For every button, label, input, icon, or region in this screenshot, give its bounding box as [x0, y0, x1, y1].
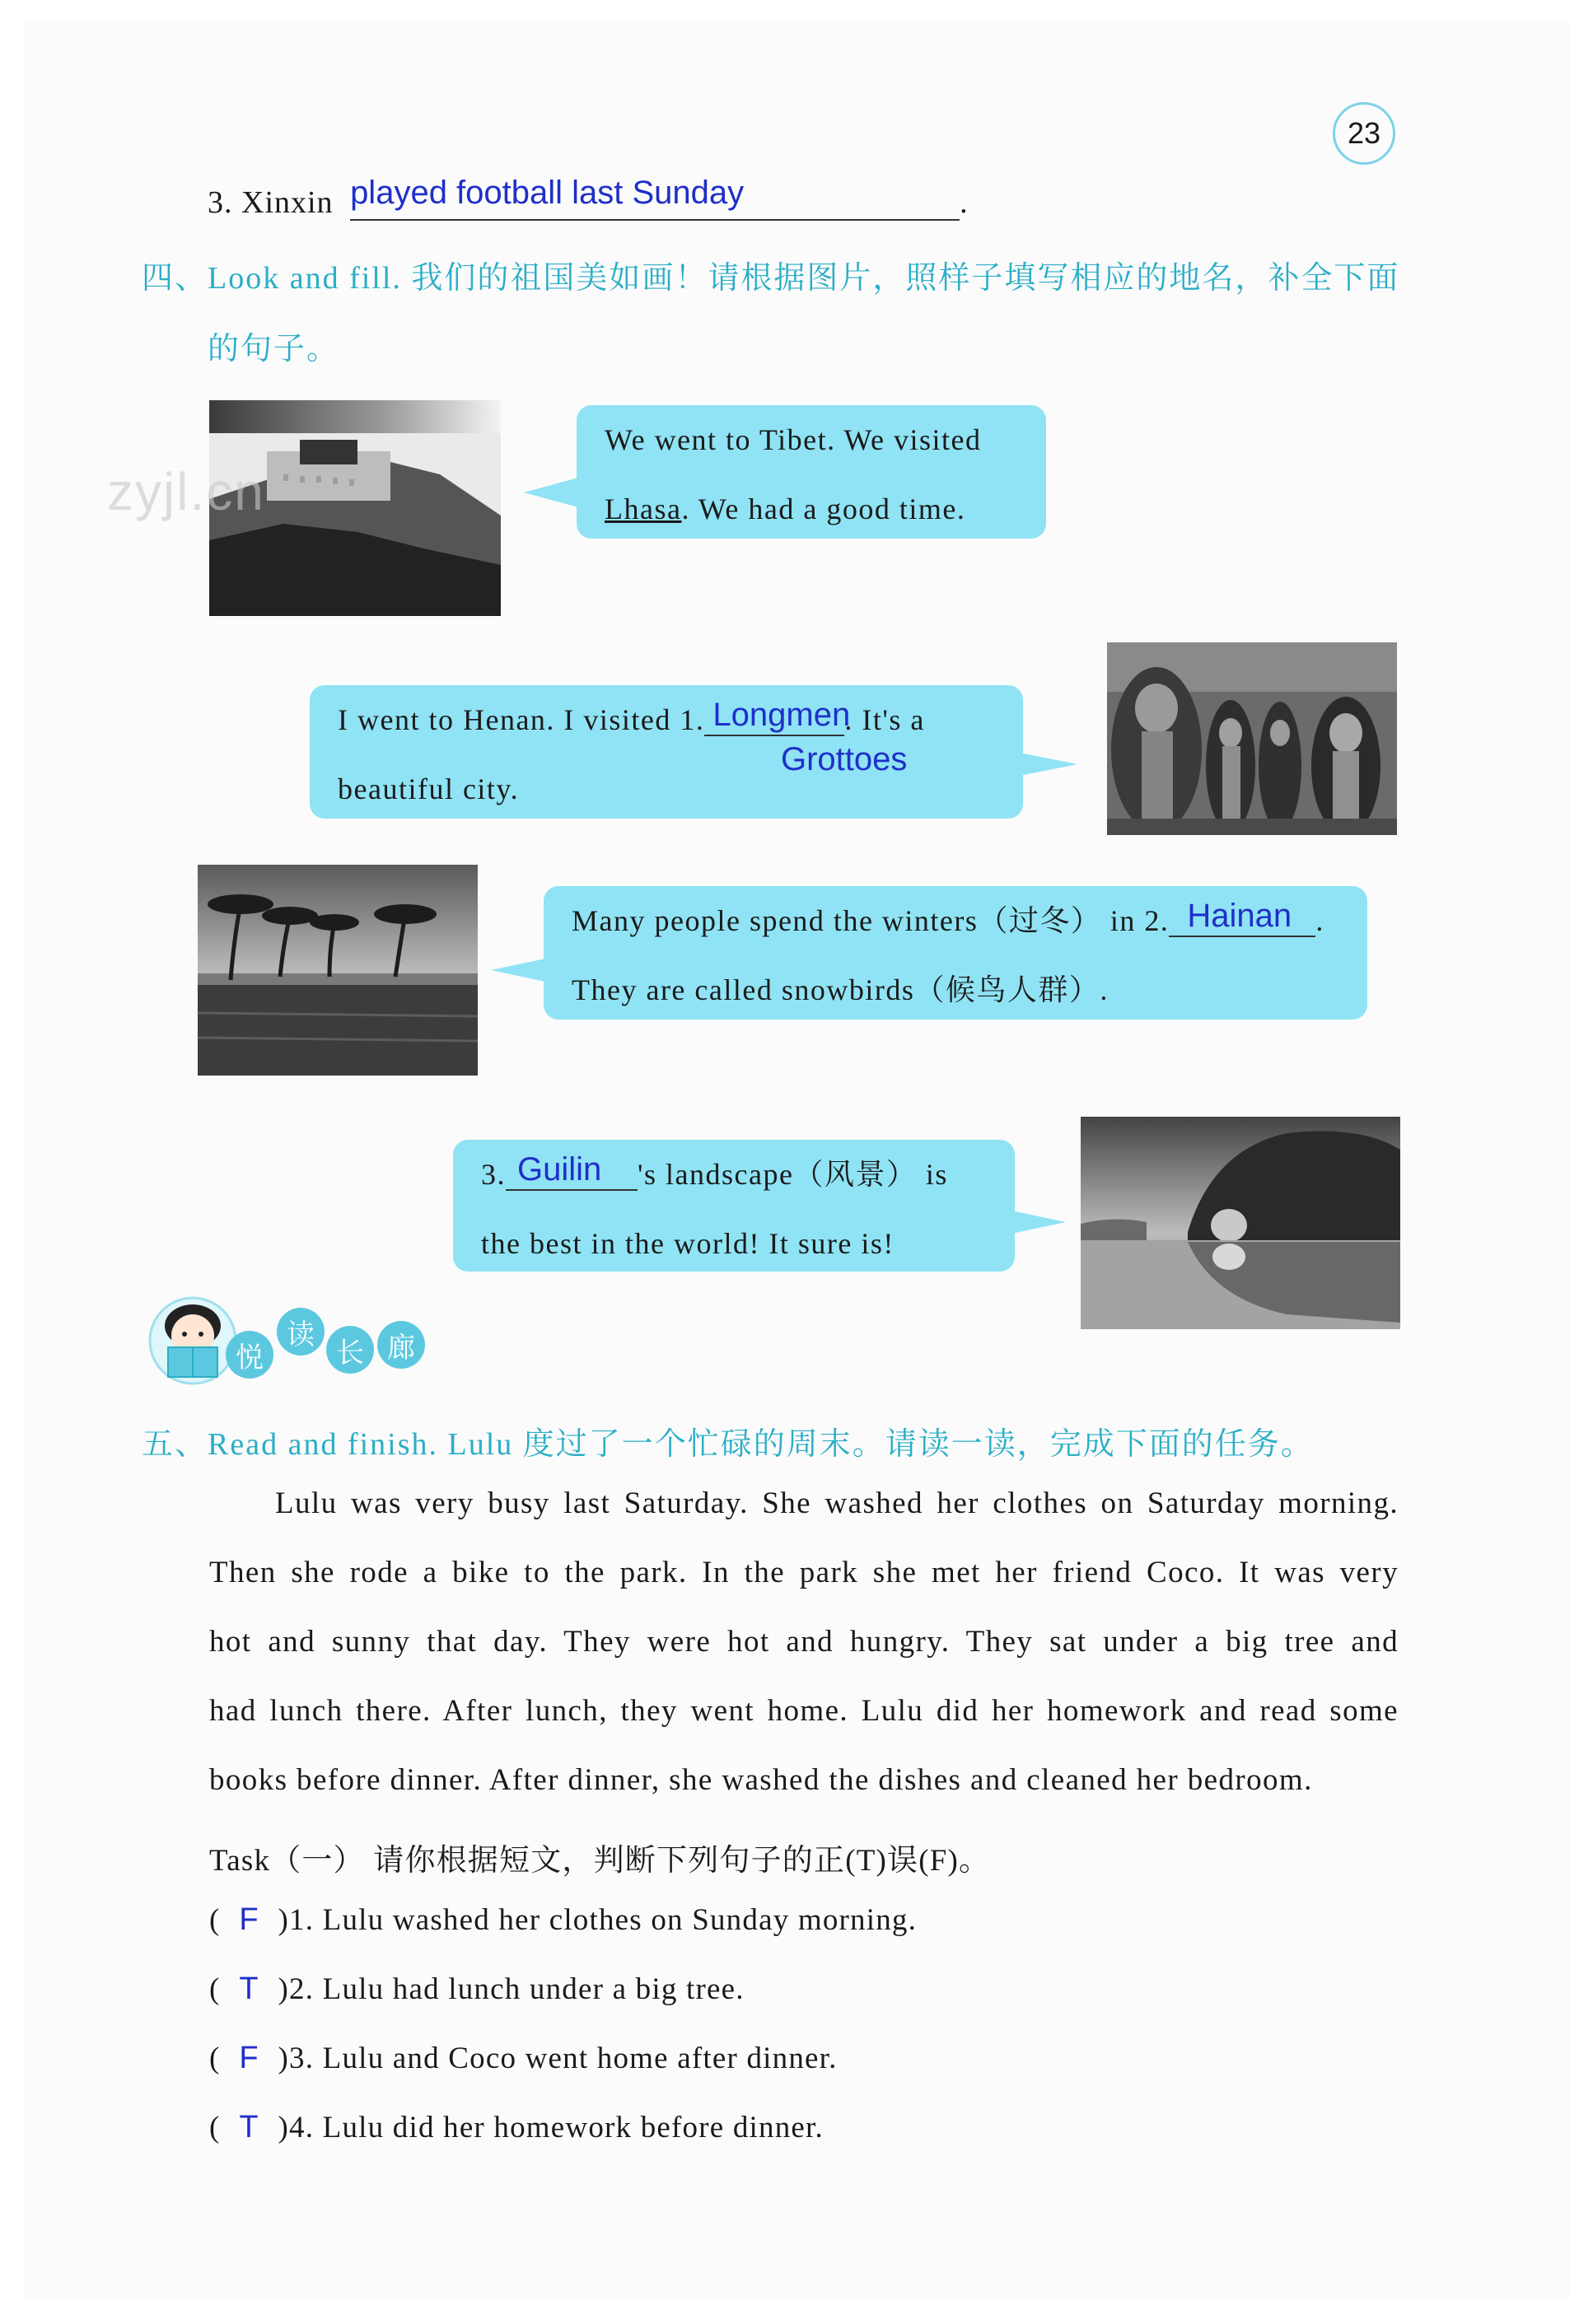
guilin-landscape-photo	[1081, 1117, 1400, 1329]
passage-line-3: hot and sunny that day. They were hot and hungry. They sat under a big tree and	[209, 1625, 1399, 1659]
item1-bubble	[310, 685, 1023, 819]
hainan-beach-photo	[198, 865, 478, 1076]
longmen-grottoes-photo	[1107, 642, 1397, 835]
item2-line2: They are called snowbirds（候鸟人群）.	[572, 973, 1109, 1006]
section4-title: 四、Look and fill. 我们的祖国美如画！请根据图片，照样子填写相应的地名，补全下面	[142, 261, 1400, 296]
item3-line2: the best in the world! It sure is!	[481, 1227, 895, 1260]
item2-text-b: .	[1315, 904, 1324, 937]
item2-number: 2.	[1144, 904, 1170, 937]
tf-paren-1: (	[209, 1903, 221, 1937]
tf-paren-4: (	[209, 2111, 221, 2144]
banner-char-4: 廊	[377, 1321, 425, 1369]
item2-line1	[572, 886, 1339, 955]
q3-line	[208, 175, 969, 221]
item2-answer-blank	[1169, 899, 1315, 937]
reading-corridor-banner	[143, 1293, 456, 1392]
tf-statement-1: )1. Lulu washed her clothes on Sunday morning.	[278, 1903, 918, 1937]
tf-answer-2: T	[239, 1972, 259, 2006]
item3-text-a: 's landscape（风景） is	[638, 1158, 948, 1191]
item1-bubble-tail	[1020, 753, 1077, 776]
item1-answer-line2: Grottoes	[781, 741, 908, 777]
item1-text-a: I went to Henan. I visited	[338, 703, 671, 736]
example-bubble-tail	[524, 478, 578, 507]
q3-prefix: 3. Xinxin	[208, 185, 334, 220]
q3-suffix: .	[960, 185, 969, 220]
item2-text-a: Many people spend the winters（过冬） in	[572, 904, 1136, 937]
item3-number: 3.	[481, 1158, 506, 1191]
item1-number: 1.	[680, 703, 705, 736]
passage-line-4: had lunch there. After lunch, they went home. Lulu did her homework and read some	[209, 1694, 1399, 1728]
section4-title-cont: 的句子。	[208, 332, 340, 366]
tf-item-2	[209, 1972, 745, 2007]
reading-passage	[209, 1469, 1399, 1815]
example-line1: We went to Tibet. We visited	[605, 423, 982, 456]
watermark: zyjl.cn	[107, 462, 265, 521]
item2-answer: Hainan	[1187, 898, 1292, 934]
item3-answer: Guilin	[517, 1151, 602, 1188]
tf-item-3	[209, 2041, 838, 2076]
tf-answer-3: F	[239, 2041, 259, 2075]
example-line2-rest: . We had a good time.	[681, 492, 966, 525]
item3-bubble	[453, 1140, 1015, 1272]
item2-bubble-tail	[491, 959, 545, 982]
banner-char-1: 悦	[226, 1331, 273, 1379]
passage-line-5: books before dinner. After dinner, she washed the dishes and cleaned her bedroom.	[209, 1763, 1313, 1797]
tf-statement-2: )2. Lulu had lunch under a big tree.	[278, 1972, 745, 2006]
example-bubble	[577, 405, 1046, 539]
tf-answer-1: F	[239, 1902, 259, 1937]
tf-item-4	[209, 2110, 824, 2145]
banner-char-3: 长	[326, 1326, 374, 1374]
q3-answer: played football last Sunday	[350, 175, 745, 211]
banner-char-2: 读	[277, 1308, 325, 1356]
item2-bubble	[544, 886, 1367, 1020]
item1-line2	[338, 741, 995, 824]
task1-title: Task（一） 请你根据短文，判断下列句子的正(T)误(F)。	[209, 1844, 991, 1878]
item3-line1	[481, 1140, 987, 1209]
item1-answer-line1: Longmen	[712, 697, 851, 733]
section5-title: 五、Read and finish. Lulu 度过了一个忙碌的周末。请读一读，完成下面的任务。	[142, 1427, 1314, 1462]
tf-paren-2: (	[209, 1972, 221, 2006]
example-answer-lhasa: Lhasa	[605, 492, 682, 525]
item3-bubble-tail	[1011, 1211, 1066, 1234]
item3-answer-blank	[506, 1153, 638, 1191]
item1-text-c: beautiful city.	[338, 772, 520, 805]
passage-line-1: Lulu was very busy last Saturday. She washed her clothes on Saturday morning.	[275, 1486, 1399, 1520]
q3-answer-blank	[350, 175, 960, 221]
tf-item-1	[209, 1902, 917, 1938]
page-number: 23	[1333, 102, 1395, 165]
passage-line-2: Then she rode a bike to the park. In the park she met her friend Coco. It was very	[209, 1556, 1399, 1589]
item1-text-b: . It's a	[844, 703, 925, 736]
tf-paren-3: (	[209, 2042, 221, 2075]
tf-statement-4: )4. Lulu did her homework before dinner.	[278, 2111, 824, 2144]
example-line2	[605, 474, 1018, 544]
tf-statement-3: )3. Lulu and Coco went home after dinner.	[278, 2042, 838, 2075]
tf-answer-4: T	[239, 2110, 259, 2144]
